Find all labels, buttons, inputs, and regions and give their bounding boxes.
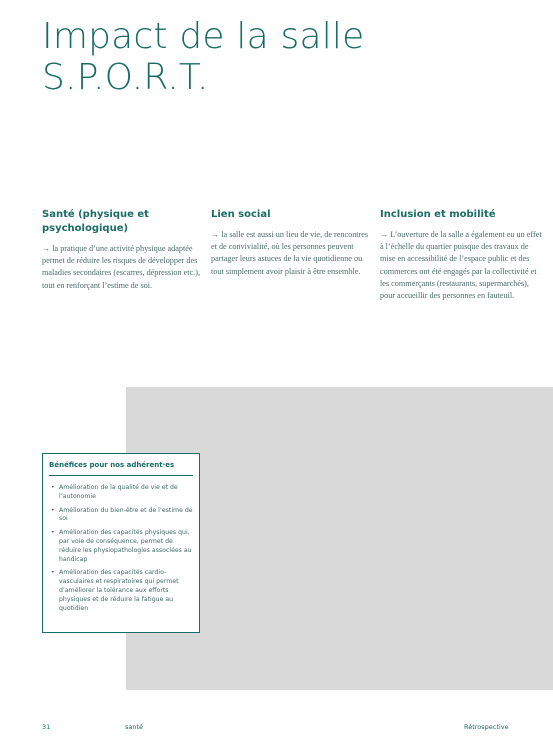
list-item: • Amélioration du bien-être et de l’estime de soi [49, 507, 193, 525]
column-text: → la salle est aussi un lieu de vie, de rencontres et de convivialité, où les personnes peuvent partager leurs astuces de la vie quotidienne ou tout simplement avoir plaisir à être ensemble. [211, 230, 369, 276]
column-heading: Lien social [211, 209, 271, 220]
benefits-box [42, 453, 200, 633]
title-line-1: Impact de la salle [42, 16, 365, 57]
footer-section: santé [125, 723, 144, 731]
benefits-heading: Bénéfices pour nos adhérent·es [49, 460, 193, 476]
column-text: → L’ouverture de la salle a également eu un effet à l’échelle du quartier puisque des travaux de mise en accessibilité de l’espace public et des commerces ont été engagés par la collectivité et les commerçants (restaurants, supermarchés), pour accueillir des personnes en fauteuil. [380, 230, 542, 301]
benefits-list [49, 484, 193, 613]
title-line-2: S.P.O.R.T. [42, 57, 209, 98]
column-inclusion [380, 208, 544, 302]
page-title [42, 16, 364, 98]
column-heading: Inclusion et mobilité [380, 209, 496, 220]
list-item: • Amélioration de la qualité de vie et de l’autonomie [49, 484, 193, 502]
column-text: → la pratique d’une activité physique adaptée permet de réduire les risques de développer des maladies secondaires (escarres, dépression etc.), tout en renforçant l’estime de soi. [42, 244, 200, 290]
footer-right: Rétrospective [464, 723, 509, 731]
page-number: 31 [42, 723, 51, 731]
column-sante [42, 208, 202, 292]
list-item: • Amélioration des capacités physiques qui, par voie de conséquence, permet de réduire les physiopathologies associées au handicap [49, 529, 193, 564]
column-heading: Santé (physique et psychologique) [42, 209, 149, 234]
list-item: • Amélioration des capacités cardio-vasculaires et respiratoires qui permet d’améliorer la tolérance aux efforts physiques et de réduire la fatigue au quotidien [49, 569, 193, 613]
column-lien-social [211, 208, 371, 278]
